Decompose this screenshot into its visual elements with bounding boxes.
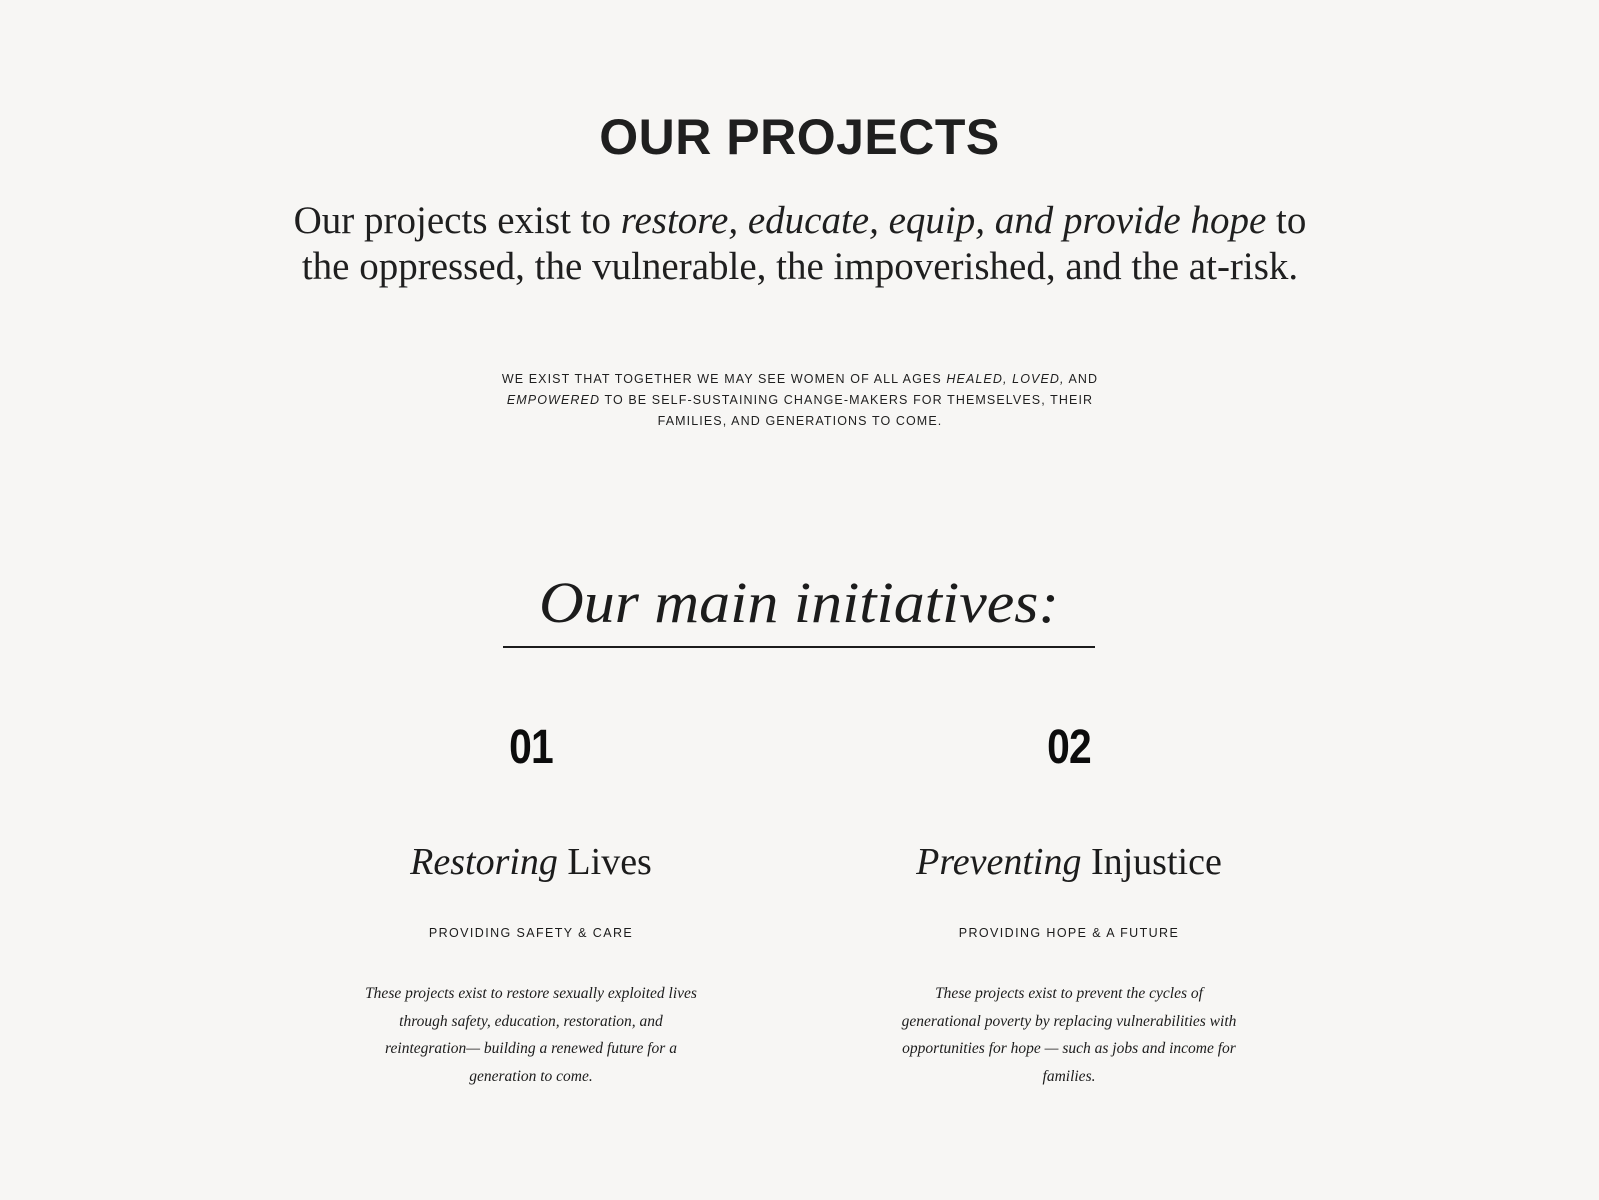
vision-note-emphasis1: HEALED, LOVED, <box>946 372 1065 386</box>
initiative-description: These projects exist to prevent the cycles of generational poverty by replacing vulnerabilities with opportunities for hope — such as jobs and income for families. <box>901 985 1237 1085</box>
initiative-description: These projects exist to restore sexually exploited lives through safety, education, restoration, and reintegration— building a renewed future for a generation to come. <box>365 985 697 1085</box>
initiative-title-italic: Restoring <box>410 841 558 883</box>
initiatives-heading-script <box>503 560 1095 650</box>
initiative-title-rest: Lives <box>557 841 652 883</box>
initiative-title <box>371 840 691 884</box>
mission-lead: Our projects exist to <box>293 199 621 242</box>
initiative-title <box>909 840 1229 884</box>
initiatives-heading <box>503 560 1095 650</box>
initiative-title-rest: Injustice <box>1081 841 1222 883</box>
vision-note-part1: WE EXIST THAT TOGETHER WE MAY SEE WOMEN OF ALL AGES <box>501 372 947 386</box>
initiative-preventing-injustice <box>901 720 1237 1090</box>
initiative-restoring-lives <box>365 720 697 1090</box>
vision-note-emphasis2: EMPOWERED <box>506 393 601 407</box>
initiative-number: 02 <box>1047 721 1091 774</box>
initiative-subtitle: PROVIDING HOPE & A FUTURE <box>958 926 1180 940</box>
initiative-subtitle: PROVIDING SAFETY & CARE <box>428 926 634 940</box>
mission-statement <box>290 198 1310 290</box>
mission-emphasis: restore, educate, equip, and provide hope <box>620 199 1267 242</box>
vision-note-part3: TO BE SELF-SUSTAINING CHANGE-MAKERS FOR THEMSELVES, THEIR FAMILIES, AND GENERATIONS TO COME. <box>600 393 1094 428</box>
initiatives-heading-text: Our main initiatives: <box>539 570 1059 635</box>
page-title: OUR PROJECTS <box>599 109 1000 165</box>
initiative-number: 01 <box>509 721 553 774</box>
mission-tail: to the oppressed, the vulnerable, the impoverished, and the at-risk. <box>301 199 1307 288</box>
heading-underline <box>503 646 1095 648</box>
vision-note <box>490 369 1110 432</box>
vision-note-part2: AND <box>1064 372 1099 386</box>
initiative-title-italic: Preventing <box>916 841 1082 883</box>
